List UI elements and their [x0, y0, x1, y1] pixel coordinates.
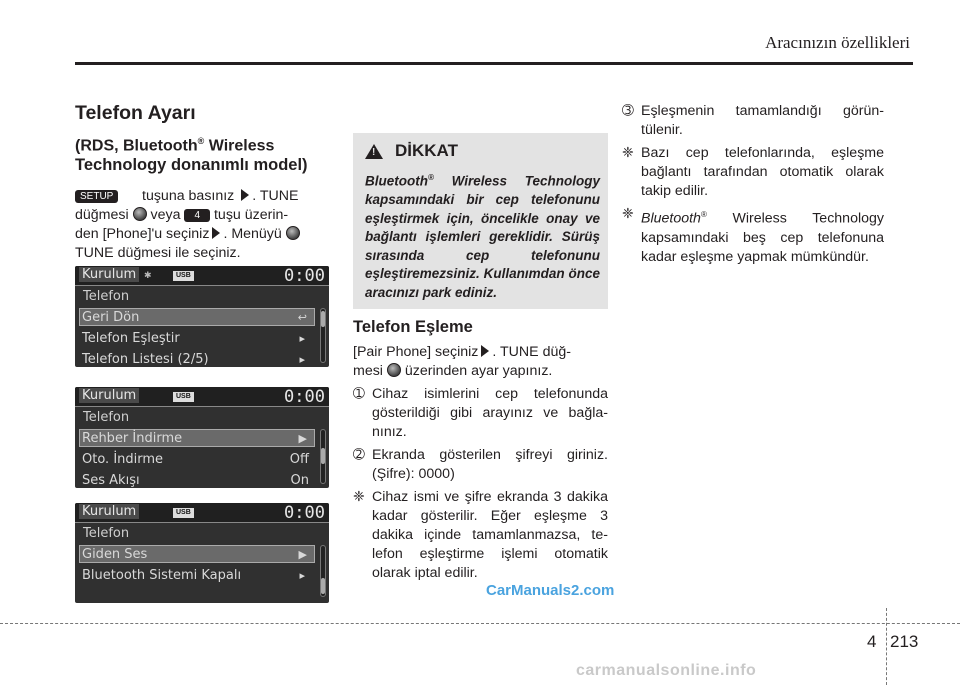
- return-icon: ↩: [297, 311, 307, 324]
- usb-badge: USB: [173, 271, 194, 281]
- step-marker: ➁: [353, 447, 365, 463]
- note-text: Cihaz ismi ve şifre ekranda 3 dakika kadar gösterilir. Eğer eşleşme 3 dakika içinde tamamlanmazsa, telefon eşleştirme işlemi otomatik olarak iptal edilir.: [372, 489, 608, 581]
- menu-item-phone-list[interactable]: [75, 349, 329, 367]
- menu-item-label: Telefon Eşleştir: [82, 331, 180, 346]
- subtitle-part1: (RDS, Bluetooth: [75, 137, 198, 155]
- pairing-intro-b: . TUNE düğ-: [492, 344, 571, 360]
- menu-item-label: Rehber İndirme: [82, 431, 183, 446]
- subtitle-part2: Wireless: [204, 137, 275, 155]
- screen-clock: 0:00: [284, 266, 325, 286]
- pairing-intro: [353, 343, 608, 381]
- menu-item-auto-download[interactable]: [75, 449, 329, 470]
- setup-instructions: [75, 187, 330, 263]
- instr-h: TUNE düğmesi ile seçiniz.: [75, 245, 241, 262]
- screen-header: [75, 266, 329, 286]
- tune-knob-icon: [133, 207, 147, 221]
- tune-knob-icon: [387, 363, 401, 377]
- button-4-icon: 4: [184, 209, 210, 222]
- menu-item-label: Oto. İndirme: [82, 452, 164, 467]
- watermark-link[interactable]: CarManuals2.com: [486, 582, 615, 599]
- screen-subheader: Telefon: [83, 526, 130, 541]
- screen-clock: 0:00: [284, 387, 325, 407]
- caution-body: [365, 169, 600, 302]
- subtitle: [75, 131, 330, 156]
- screen-phone-menu-3: [75, 503, 329, 603]
- pairing-intro-a: [Pair Phone] seçiniz: [353, 344, 479, 360]
- usb-badge: USB: [173, 392, 194, 402]
- step-marker: ➀: [353, 386, 365, 402]
- menu-item-label: Telefon Listesi (2/5): [82, 352, 209, 367]
- instr-f: den [Phone]'u seçiniz: [75, 226, 210, 243]
- note-sup: ®: [700, 210, 707, 219]
- site-watermark[interactable]: carmanualsonline.info: [576, 662, 757, 679]
- page-number: 213: [890, 632, 919, 651]
- menu-item-label: Giden Ses: [82, 547, 148, 562]
- caution-body-sup: ®: [428, 173, 434, 182]
- note-marker: ❈: [353, 489, 365, 505]
- arrow-right-icon: [212, 227, 220, 239]
- screen-header: [75, 503, 329, 523]
- footer-divider: [0, 623, 960, 624]
- arrow-right-icon: [241, 189, 249, 201]
- menu-item-pair-phone[interactable]: [75, 328, 329, 349]
- chapter-number: 4: [867, 632, 877, 651]
- left-column: [75, 104, 330, 263]
- caution-heading: [365, 141, 600, 161]
- menu-item-label: Bluetooth Sistemi Kapalı: [82, 568, 242, 583]
- chevron-right-icon: ▸: [299, 353, 305, 366]
- menu-item-label: Geri Dön: [82, 310, 140, 325]
- chevron-right-icon: ▸: [299, 332, 305, 345]
- right-note-1: [622, 144, 884, 201]
- caution-heading-text: DİKKAT: [395, 141, 458, 160]
- usb-badge: USB: [173, 508, 194, 518]
- instr-a: tuşuna basınız: [142, 188, 235, 205]
- footer-vertical-divider: [886, 608, 887, 685]
- note-italic: Bluetooth: [641, 210, 701, 227]
- screen-subheader: Telefon: [83, 410, 130, 425]
- screen-clock: 0:00: [284, 503, 325, 523]
- section-title: Aracınızın özellikleri: [765, 33, 910, 52]
- menu-item-bluetooth-off[interactable]: [75, 565, 329, 586]
- scrollbar[interactable]: [320, 545, 326, 597]
- screen-title: Kurulum: [79, 267, 139, 282]
- subtitle-line2: Technology donanımlı model): [75, 156, 308, 175]
- pairing-section: [353, 318, 608, 583]
- menu-item-back[interactable]: [75, 307, 329, 328]
- screen-phone-menu-2: [75, 387, 329, 488]
- note-text-rest: Wireless Technology kapsamındaki beş cep telefonuna kadar eşleşme yapmak mümkündür.: [641, 210, 884, 265]
- step-text: Eşleşmenin tamamlandığı görüntülenir.: [641, 103, 884, 138]
- screen-title: Kurulum: [79, 504, 139, 519]
- menu-item-contacts-download[interactable]: [75, 428, 329, 449]
- warning-icon: [365, 144, 383, 159]
- menu-item-audio-streaming[interactable]: [75, 470, 329, 488]
- pairing-step-1: [353, 385, 608, 442]
- scrollbar[interactable]: [320, 308, 326, 363]
- arrow-right-icon: [481, 345, 489, 357]
- note-text: [641, 205, 884, 267]
- instr-d: veya: [150, 207, 181, 224]
- arrow-right-icon: ▶: [298, 432, 307, 445]
- instr-e: tuşu üzerin-: [213, 207, 289, 224]
- menu-item-outgoing-audio[interactable]: [75, 544, 329, 565]
- menu-item-value: Off: [289, 452, 309, 467]
- right-column: [622, 102, 884, 267]
- chevron-right-icon: ▸: [299, 569, 305, 582]
- pairing-step-2: [353, 446, 608, 484]
- caution-body-a: Bluetooth: [365, 173, 428, 189]
- step-marker: ➂: [622, 103, 634, 119]
- instr-c: düğmesi: [75, 207, 129, 224]
- screen-phone-menu-1: [75, 266, 329, 367]
- top-rule: [75, 62, 913, 65]
- pairing-intro-d: üzerinden ayar yapınız.: [404, 363, 553, 379]
- screen-title: Kurulum: [79, 388, 139, 403]
- instr-b: . TUNE: [252, 188, 299, 205]
- scrollbar[interactable]: [320, 429, 326, 484]
- caution-body-b: Wireless Technology kapsamındaki bir cep telefonunu eşleştirmek için, öncelikle onay ve bağlantı işlemleri gereklidir. Sürüş sırasında cep telefonunu eşleştiremezsiniz. Kullanımdan önce aracınızı park ediniz.: [365, 173, 600, 300]
- screen-subheader: Telefon: [83, 289, 130, 304]
- menu-item-label: Ses Akışı: [82, 473, 140, 488]
- right-note-2: [622, 205, 884, 267]
- caution-box: [353, 133, 608, 309]
- tune-knob-icon: [286, 226, 300, 240]
- pairing-title: Telefon Eşleme: [353, 318, 473, 336]
- note-marker: ❈: [622, 145, 634, 161]
- subtitle-sup: ®: [197, 136, 205, 146]
- pairing-note: [353, 488, 608, 583]
- note-marker: ❈: [622, 206, 634, 222]
- menu-item-value: On: [290, 473, 309, 488]
- step-text: Ekranda gösterilen şifreyi giriniz. (Şifre): 0000): [372, 447, 608, 482]
- step-text: Cihaz isimlerini cep telefonunda gösterildiği gibi arayınız ve bağlanınız.: [372, 386, 608, 440]
- bluetooth-icon: ✱: [144, 270, 152, 280]
- pairing-intro-c: mesi: [353, 363, 383, 379]
- setup-button-icon: SETUP: [75, 190, 118, 203]
- instr-g: . Menüyü: [223, 226, 282, 243]
- arrow-right-icon: ▶: [298, 548, 307, 561]
- pairing-step-3: [622, 102, 884, 140]
- page-title: Telefon Ayarı: [75, 102, 196, 124]
- note-text: Bazı cep telefonlarında, eşleşme bağlantı tarafından otomatik olarak takip edilir.: [641, 145, 884, 199]
- screen-header: [75, 387, 329, 407]
